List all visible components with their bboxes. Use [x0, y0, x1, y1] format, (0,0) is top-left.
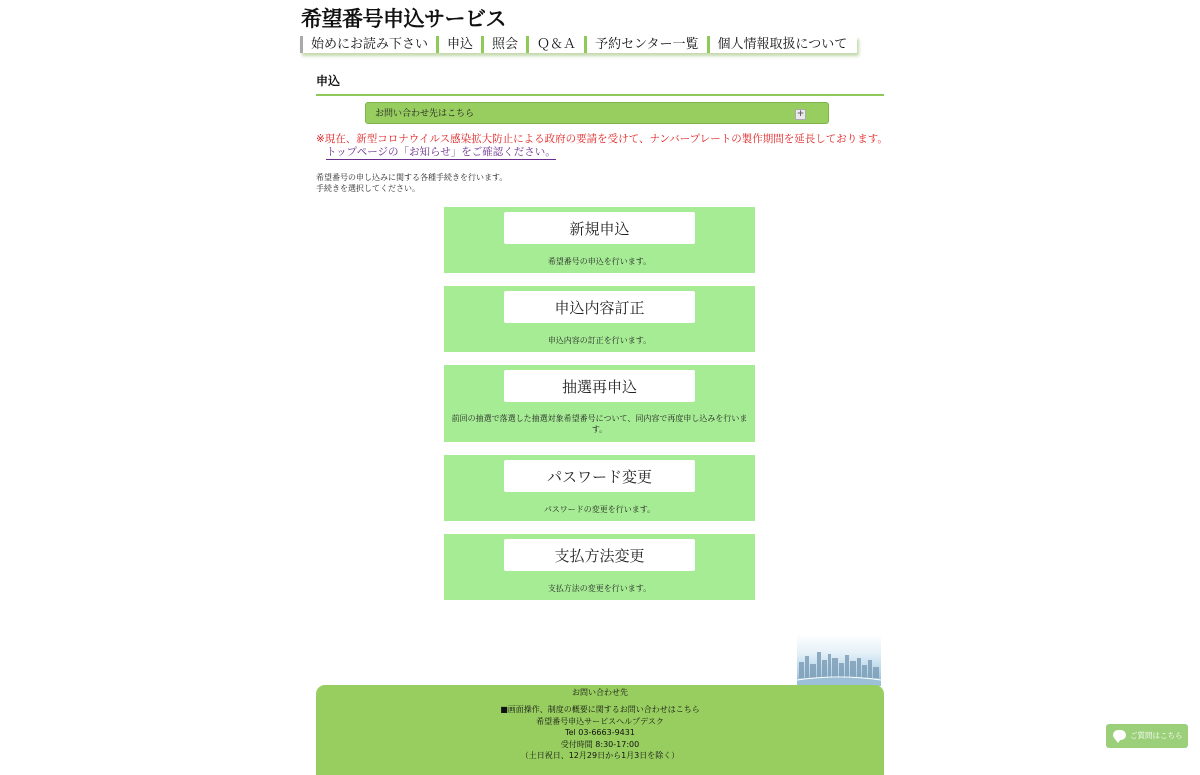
contact-footer — [316, 685, 884, 775]
menu-card-password-change — [444, 455, 755, 521]
password-change-button[interactable]: パスワード変更 — [504, 460, 695, 492]
menu-card-payment-change — [444, 534, 755, 600]
lottery-reapply-button[interactable]: 抽選再申込 — [504, 370, 695, 402]
application-correction-button[interactable]: 申込内容訂正 — [504, 291, 695, 323]
footer-line: 希望番号申込サービスヘルプデスク — [536, 716, 664, 726]
menu-card-new-application — [444, 207, 755, 273]
new-application-button[interactable]: 新規申込 — [504, 212, 695, 244]
section-heading: 申込 — [316, 72, 884, 96]
chat-support-button[interactable] — [1106, 724, 1188, 748]
chat-bubble-icon — [1113, 730, 1126, 740]
menu-card-description: 希望番号の申込を行います。 — [547, 257, 652, 266]
nav-item-privacy[interactable]: 個人情報取扱について — [707, 36, 858, 53]
payment-method-change-button[interactable]: 支払方法変更 — [504, 539, 695, 571]
contact-collapse-panel[interactable] — [365, 102, 829, 124]
city-skyline-illustration — [797, 634, 881, 686]
nav-item-reservation-centers[interactable]: 予約センター一覧 — [584, 36, 706, 53]
footer-hours: 受付時間 8:30-17:00 — [560, 739, 640, 749]
city-skyline-image — [797, 634, 881, 686]
footer-body — [316, 704, 884, 762]
contact-collapse-label: お問い合わせ先はこちら — [375, 109, 475, 119]
top-page-notice-link[interactable]: トップページの「お知らせ」をご確認ください。 — [326, 146, 556, 158]
footer-line: ■画面操作、制度の概要に関するお問い合わせはこちら — [500, 705, 700, 714]
nav-item-inquiry[interactable]: 照会 — [481, 36, 526, 53]
footer-phone: Tel 03-6663-9431 — [565, 728, 635, 737]
covid-notice: ※現在、新型コロナウイルス感染拡大防止による政府の要請を受けて、ナンバープレートの製作期間を延長しております。 — [316, 133, 888, 145]
menu-card-description: 申込内容の訂正を行います。 — [547, 336, 652, 345]
menu-card-description: 前回の抽選で落選した抽選対象希望番号について、同内容で再度申し込みを行います。 — [451, 414, 748, 434]
intro-line: 希望番号の申し込みに関する各種手続きを行います。 — [316, 173, 508, 182]
plus-icon[interactable]: + — [796, 109, 805, 119]
nav-item-read-first[interactable]: 始めにお読み下さい — [300, 36, 436, 53]
menu-card-description: パスワードの変更を行います。 — [543, 505, 656, 514]
nav-item-apply[interactable]: 申込 — [436, 36, 481, 53]
main-nav — [300, 36, 857, 53]
site-title: 希望番号申込サービス — [301, 3, 516, 38]
menu-card-lottery-reapply — [444, 365, 755, 442]
menu-card-correction — [444, 286, 755, 352]
footer-title: お問い合わせ先 — [572, 688, 628, 697]
footer-line: （土日祝日、12月29日から1月3日を除く） — [520, 751, 680, 760]
intro-text — [316, 172, 507, 194]
intro-line: 手続きを選択してください。 — [316, 184, 420, 193]
nav-item-qa[interactable]: Ｑ＆Ａ — [526, 36, 584, 53]
menu-card-description: 支払方法の変更を行います。 — [547, 584, 652, 593]
chat-support-label: ご質問はこちら — [1130, 731, 1183, 740]
